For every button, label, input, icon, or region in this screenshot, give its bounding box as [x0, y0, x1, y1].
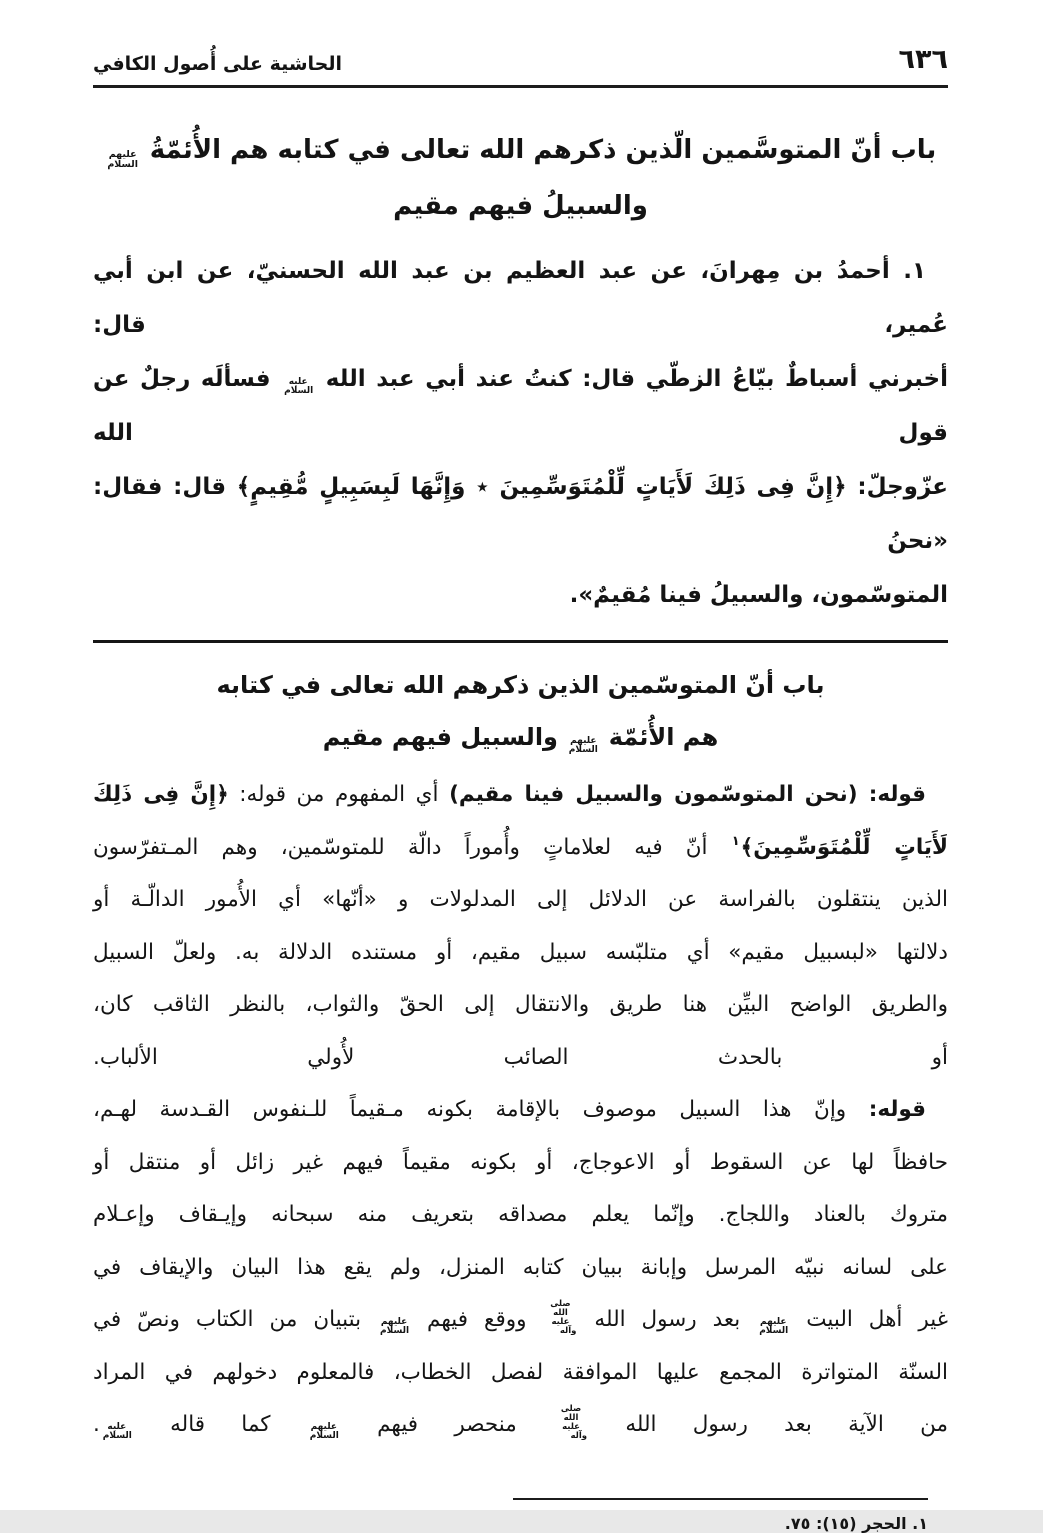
- honorific-alayhim-assalam: عليهم السلام: [568, 735, 598, 755]
- commentary-line: متروك بالعناد واللجاج. وإنّما يعلم مصداقه بتعريف منه سبحانه وإيـقاف وإعـلام: [93, 1202, 948, 1227]
- section-divider: [93, 640, 948, 643]
- commentary-text: بتبيان من الكتاب ونصّ في: [93, 1307, 362, 1332]
- hadith-line2-part1: أخبرني أسباطٌ بيّاعُ الزطّي قال: كنتُ عند أبي عبد الله: [325, 366, 949, 392]
- commentary-line: على لسانه نبيّه المرسل وإبانة ببيان كتابه المنزل، ولم يقع هذا البيان والإيقاف في: [93, 1254, 948, 1280]
- commentary-heading: [93, 659, 948, 763]
- commentary-line: [93, 769, 948, 822]
- commentary-text: ووقع فيهم: [427, 1307, 527, 1332]
- commentary-text: أنّ فيه لعلاماتٍ وأُموراً دالّة للمتوسّمين، وهم المـتفرّسون: [93, 834, 708, 860]
- honorific-alayhim-assalam: عليهم السلام: [380, 1316, 410, 1336]
- commentary-text: بعد رسول الله: [594, 1307, 741, 1332]
- hadith-line: [93, 352, 948, 460]
- commentary-line: الذين ينتقلون بالفراسة عن الدلائل إلى المدلولات و «أنّها» أي الأُمور الدالّـة أو: [93, 887, 948, 912]
- commentary-text: وإنّ هذا السبيل موصوف بالإقامة بكونه مـقيماً للـنفوس القـدسة لهـم،: [93, 1097, 847, 1122]
- commentary-line: [93, 1399, 948, 1452]
- footnote-area: [93, 1498, 948, 1533]
- hadith-section: [93, 244, 948, 622]
- chapter-heading-line1: [93, 122, 948, 178]
- book-title: الحاشية على أُصول الكافي: [93, 53, 343, 75]
- page-number: ٦٣٦: [898, 44, 948, 75]
- honorific-salla-allahu-alayhi-waalih: صلى الله عليه وآله: [550, 1299, 577, 1336]
- commentary-text: من الآية بعد رسول الله: [625, 1412, 948, 1437]
- commentary-line: والطريق الواضح البيِّن هنا طريق والانتقال إلى الحقّ والثواب، بالنظر الثاقب كان،: [93, 992, 948, 1017]
- honorific-alayhim-assalam: عليهم السلام: [759, 1316, 789, 1336]
- commentary-line: حافظاً لها عن السقوط أو الاعوجاج، أو بكونه مقيماً فيهم غير زائل أو منتقل أو: [93, 1149, 948, 1175]
- commentary-heading-line2-part1: هم الأُئمّة: [608, 723, 719, 751]
- commentary-text: أي المفهوم من قوله:: [239, 782, 439, 807]
- chapter-heading-line1-text: باب أنّ المتوسَّمين الّذين ذكرهم الله تعالى في كتابه هم الأُئمّةُ: [149, 135, 937, 165]
- commentary-line: دلالتها «لبسبيل مقيم» أي متلبّسه سبيل مقيم، أو مستنده الدلالة به. ولعلّ السبيل: [93, 939, 948, 965]
- commentary-text: كما قاله: [170, 1412, 271, 1437]
- commentary-line: [93, 822, 948, 875]
- commentary-line: أو بالحدث الصائب لأُولي الألباب.: [93, 1044, 948, 1070]
- honorific-salla-allahu-alayhi-waalih: صلى الله عليه وآله: [560, 1404, 588, 1441]
- lemma-quote: قوله:: [868, 1097, 926, 1122]
- commentary-text: .: [93, 1412, 100, 1437]
- honorific-alayhi-assalam: عليه السلام: [102, 1421, 132, 1441]
- commentary-section: [93, 769, 948, 1452]
- commentary-line: [93, 1294, 948, 1347]
- quran-quote: لَأَيَاتٍ لِّلْمُتَوَسِّمِينَ﴾: [740, 834, 949, 860]
- chapter-heading-line2: والسبيلُ فيهم مقيم: [393, 191, 648, 221]
- chapter-heading: [93, 122, 948, 234]
- commentary-heading-line1: باب أنّ المتوسّمين الذين ذكرهم الله تعالى في كتابه: [216, 671, 825, 699]
- footnote-separator: [513, 1498, 928, 1500]
- honorific-alayhim-assalam: عليهم السلام: [309, 1421, 339, 1441]
- hadith-line: ١. أحمدُ بن مِهرانَ، عن عبد العظيم بن عبد الله الحسنيّ، عن ابن أبي عُمير، قال:: [93, 258, 948, 338]
- honorific-alayhim-assalam: عليهم السلام: [107, 149, 139, 170]
- hadith-line-quran: عزّوجلّ: ﴿إِنَّ فِى ذَلِكَ لَأَيَاتٍ لِّلْمُتَوَسِّمِينَ ٭ وَإِنَّهَا لَبِسَبِيلٍ مُّقِيمٍ﴾ قال: فقال: «نحنُ: [93, 474, 948, 554]
- page-header: [93, 44, 948, 88]
- commentary-text: منحصر فيهم: [377, 1412, 517, 1437]
- hadith-line2-part2: فسألَه رجلٌ عن قول الله: [93, 366, 948, 446]
- commentary-line: [93, 1084, 948, 1137]
- footnote: ١. الحجر (١٥): ٧٥.: [784, 1513, 928, 1533]
- honorific-alayhi-assalam: عليه السلام: [284, 376, 314, 396]
- commentary-text: غير أهل البيت: [806, 1307, 948, 1332]
- commentary-line: السنّة المتواترة المجمع عليها الموافقة لفصل الخطاب، فالمعلوم دخولهم في المراد: [93, 1359, 948, 1385]
- quran-quote: ﴿إِنَّ فِى ذَلِكَ: [93, 782, 229, 807]
- hadith-line: المتوسّمون، والسبيلُ فينا مُقيمٌ».: [569, 582, 948, 608]
- lemma-quote: قوله: (نحن المتوسّمون والسبيل فينا مقيم): [449, 782, 926, 807]
- commentary-heading-line2-part2: والسبيل فيهم مقيم: [322, 723, 558, 751]
- footnote-marker: ١: [731, 834, 740, 850]
- commentary-heading-line2: [93, 711, 948, 763]
